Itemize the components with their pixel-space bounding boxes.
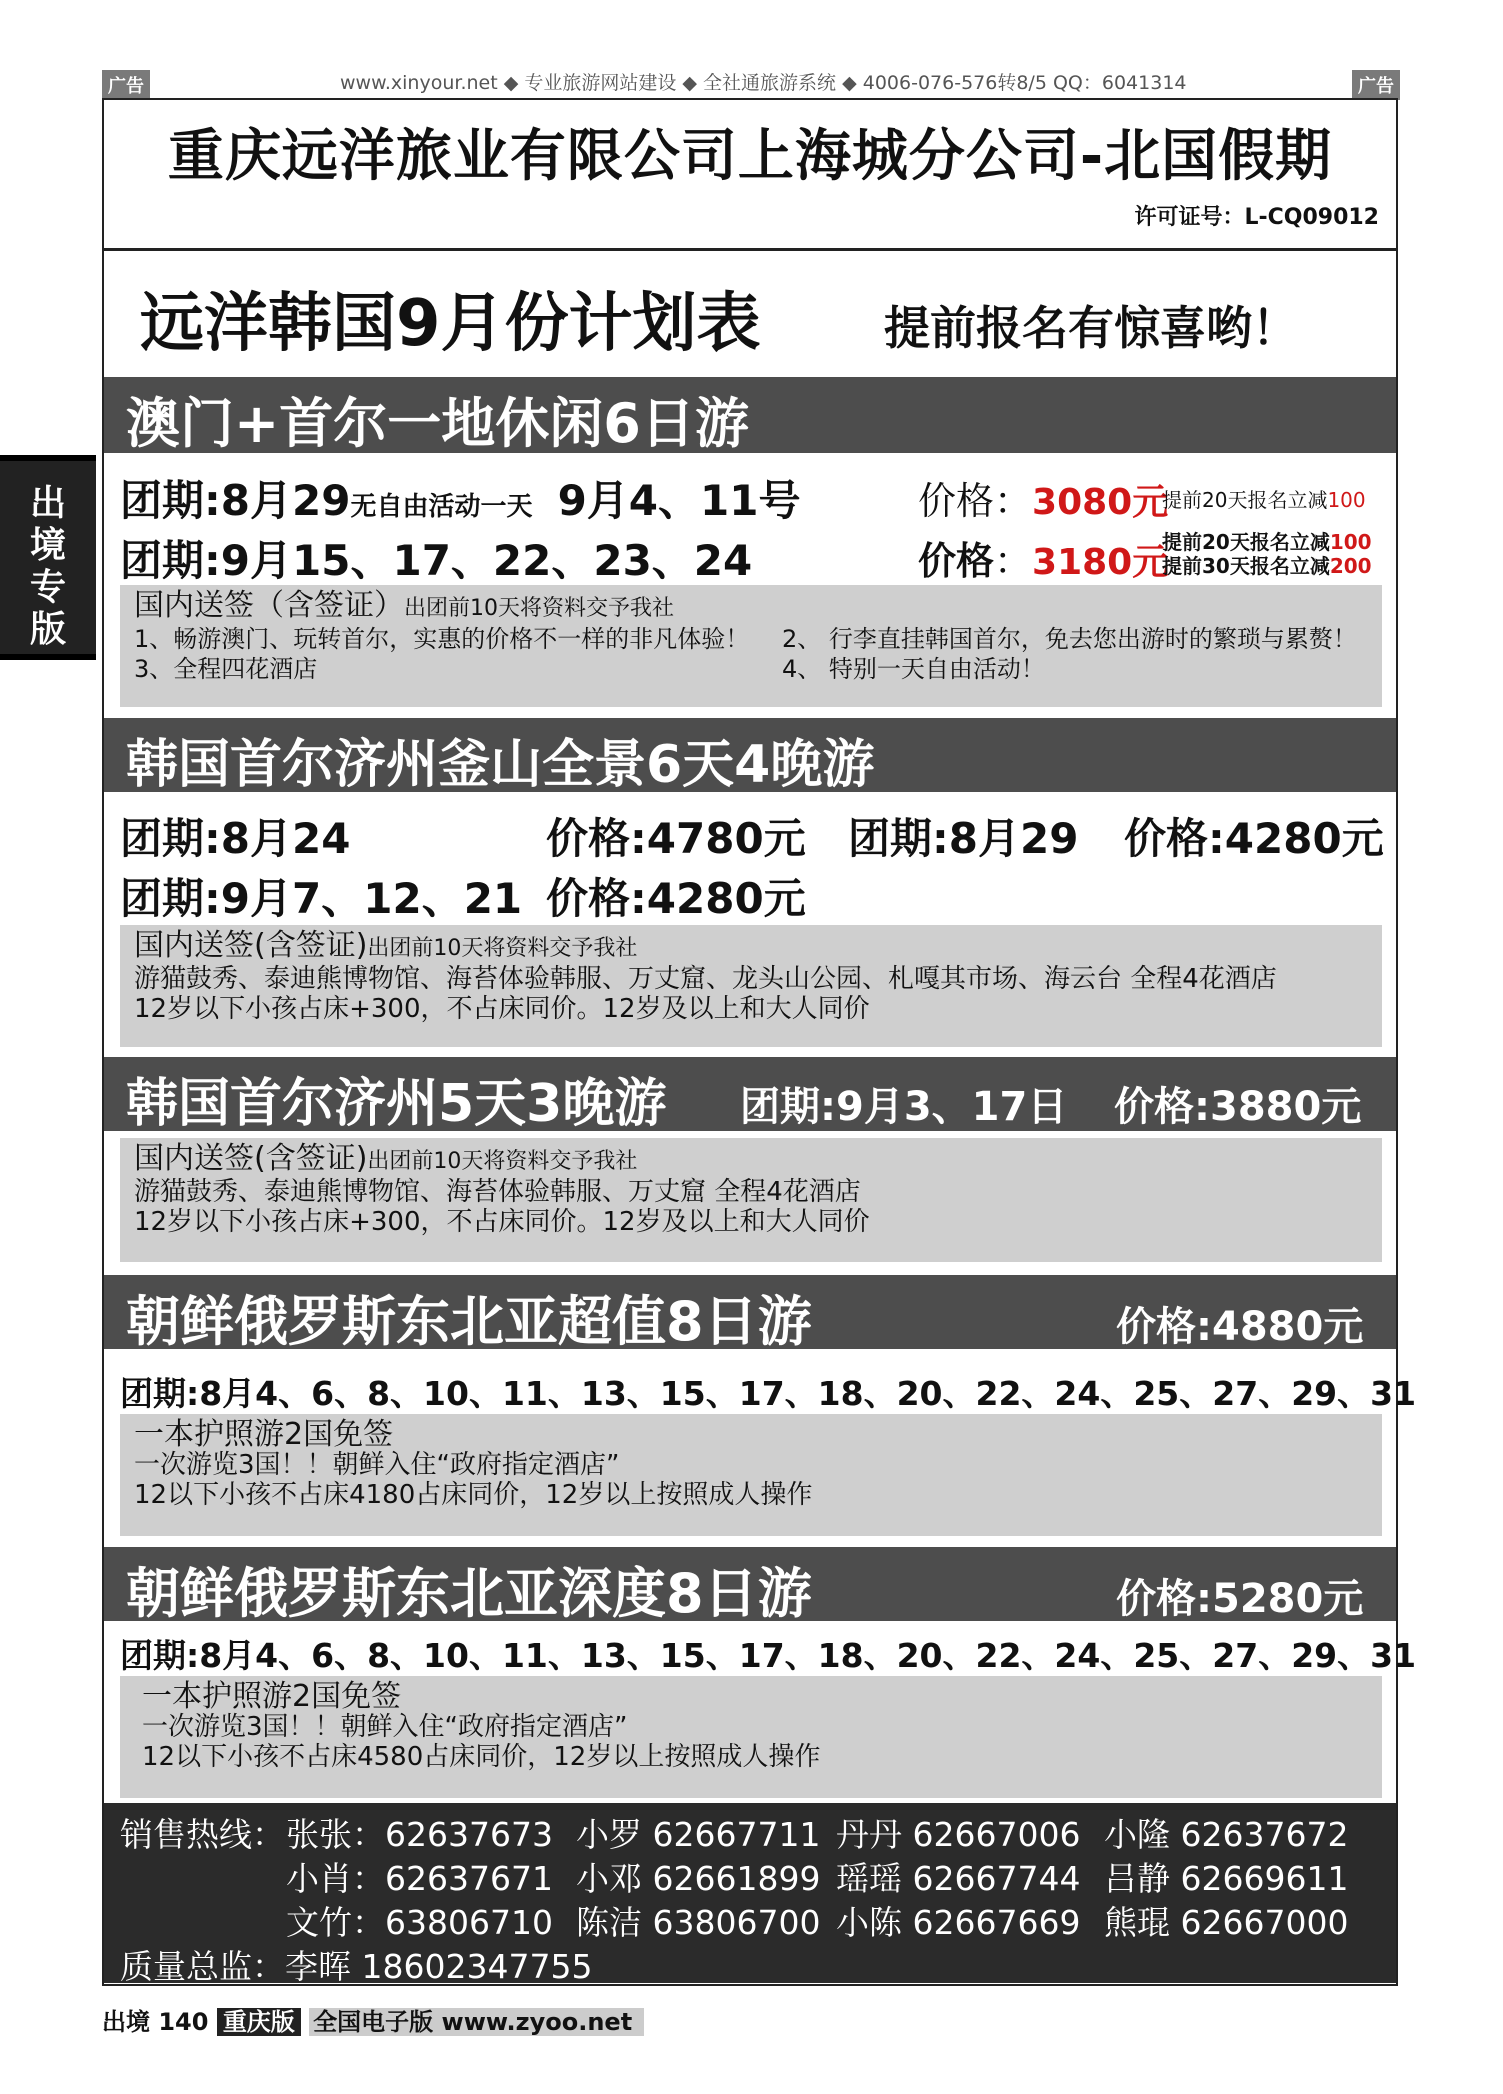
section-title: 澳门+首尔一地休闲6日游 <box>126 392 749 455</box>
section-title: 朝鲜俄罗斯东北亚超值8日游 <box>126 1290 812 1353</box>
visa-note: 出团前10天将资料交予我社 <box>404 596 674 621</box>
discount-text: 提前20天报名立减 <box>1162 488 1328 512</box>
info-box <box>120 585 1382 707</box>
price-label: 价格 <box>918 539 995 583</box>
section-bar <box>104 1275 1396 1353</box>
company-name: 重庆远洋旅业有限公司上海城分公司-北国假期 <box>167 124 1333 189</box>
detail-heading: 一本护照游2国免签 <box>142 1679 402 1714</box>
detail-line: 12以下小孩不占床4580占床同价，12岁以上按照成人操作 <box>142 1742 821 1772</box>
detail-heading: 一本护照游2国免签 <box>134 1417 394 1452</box>
tour-dates: 团期:8月29 <box>120 476 351 525</box>
info-box <box>120 925 1382 1047</box>
sidebar-char: 出 <box>29 483 66 524</box>
hotline-label: 销售热线： <box>120 1815 285 1854</box>
feature-item: 2、 行李直挂韩国首尔，免去您出游时的繁琐与累赘！ <box>782 625 1357 653</box>
contact-item: 小陈 62667669 <box>836 1903 1081 1942</box>
section-bar <box>104 377 1396 453</box>
discount-note <box>1162 484 1366 513</box>
detail-line: 游猫鼓秀、泰迪熊博物馆、海苔体验韩服、万丈窟 全程4花酒店 <box>134 1177 861 1207</box>
sidebar-char: 专 <box>29 567 66 608</box>
tour-price: 价格:4280元 <box>1124 814 1384 863</box>
detail-line: 12以下小孩不占床4180占床同价，12岁以上按照成人操作 <box>134 1480 813 1510</box>
contact-item: 文竹：63806710 <box>286 1903 553 1942</box>
feature-item: 4、 特别一天自由活动！ <box>782 655 1045 683</box>
section-bar <box>104 1547 1396 1625</box>
contact-item: 张张：62637673 <box>286 1815 553 1854</box>
website-link[interactable]: www.zyoo.net <box>441 2008 633 2036</box>
contact-item: 小邓 62661899 <box>576 1859 821 1898</box>
info-box <box>120 1138 1382 1262</box>
s1-row1 <box>120 468 800 528</box>
tour-dates: 团期:8月24 <box>120 814 351 863</box>
info-box <box>120 1676 1382 1798</box>
discount-amount: 100 <box>1329 530 1372 554</box>
tour-dates: 团期:9月7、12、21 <box>120 874 523 923</box>
feature-item: 3、全程四花酒店 <box>134 655 318 683</box>
discount-note <box>1162 530 1372 578</box>
page-number: 出境 140 <box>102 2008 209 2036</box>
edition-tag: 重庆版 <box>217 2008 301 2036</box>
contact-item: 小肖：62637671 <box>286 1859 553 1898</box>
section-bar <box>104 1057 1396 1134</box>
contact-item: 瑶瑶 62667744 <box>836 1859 1081 1898</box>
s1-price2: 价格：3180元 <box>918 539 1169 583</box>
tour-dates: 团期:9月15、17、22、23、24 <box>120 536 753 585</box>
tour-dates: 团期:8月4、6、8、10、11、13、15、17、18、20、22、24、25、27、29、31 <box>120 1374 1417 1413</box>
price-value: 3080元 <box>1032 482 1169 523</box>
detail-line: 一次游览3国！！朝鲜入住“政府指定酒店” <box>142 1712 628 1742</box>
discount-amount: 200 <box>1329 554 1372 578</box>
visa-label: 国内送签（含签证） <box>134 588 404 623</box>
hotline-panel <box>104 1803 1396 1986</box>
section-bar <box>104 718 1396 795</box>
ad-tag-right: 广告 <box>1352 70 1400 100</box>
visa-label: 国内送签(含签证) <box>134 1141 368 1176</box>
plan-title: 远洋韩国9月份计划表 <box>140 287 761 361</box>
contact-item: 吕静 62669611 <box>1104 1859 1349 1898</box>
tour-dates: 9月4、11号 <box>557 476 801 525</box>
tour-price: 价格:3880元 <box>1114 1084 1362 1130</box>
price-label: 价格 <box>918 479 995 523</box>
section-title: 韩国首尔济州5天3晚游 <box>126 1074 667 1134</box>
ad-tag-left: 广告 <box>102 70 150 100</box>
detail-line: 12岁以下小孩占床+300，不占床同价。12岁及以上和大人同价 <box>134 994 870 1024</box>
detail-line: 游猫鼓秀、泰迪熊博物馆、海苔体验韩服、万丈窟、龙头山公园、札嘎其市场、海云台 全程4花酒店 <box>134 964 1277 994</box>
license-number: 许可证号：L-CQ09012 <box>1134 205 1379 230</box>
contact-item: 陈洁 63806700 <box>576 1903 821 1942</box>
detail-line: 12岁以下小孩占床+300，不占床同价。12岁及以上和大人同价 <box>134 1207 870 1237</box>
visa-label: 国内送签(含签证) <box>134 928 368 963</box>
feature-item: 1、畅游澳门、玩转首尔，实惠的价格不一样的非凡体验！ <box>134 625 750 653</box>
contact-item: 小罗 62667711 <box>576 1815 821 1854</box>
sidebar-char: 版 <box>29 609 66 650</box>
detail-line: 一次游览3国！！朝鲜入住“政府指定酒店” <box>134 1450 620 1480</box>
visa-note: 出团前10天将资料交予我社 <box>367 1149 638 1174</box>
edition-name: 全国电子版 <box>313 2008 434 2036</box>
discount-amount: 100 <box>1327 488 1366 512</box>
discount-text: 提前30天报名立减 <box>1162 554 1330 578</box>
visa-note: 出团前10天将资料交予我社 <box>367 936 638 961</box>
quality-director: 质量总监：李晖 18602347755 <box>120 1947 593 1986</box>
tour-price: 价格:4780元 <box>546 814 806 863</box>
top-ad-line: www.xinyour.net ◆ 专业旅游网站建设 ◆ 全社通旅游系统 ◆ 4006-076-576转8/5 QQ：6041314 <box>340 72 1187 94</box>
s1-price1: 价格：3080元 <box>918 479 1169 523</box>
contact-item: 丹丹 62667006 <box>836 1815 1081 1854</box>
tour-price: 价格:4880元 <box>1116 1304 1364 1350</box>
discount-text: 提前20天报名立减 <box>1162 530 1330 554</box>
promo-text: 提前报名有惊喜哟！ <box>884 301 1298 355</box>
page-footer <box>102 2002 644 2037</box>
contact-item: 熊琨 62667000 <box>1104 1903 1349 1942</box>
section-title: 韩国首尔济州釜山全景6天4晚游 <box>126 735 875 795</box>
tour-dates: 团期:9月3、17日 <box>740 1084 1068 1130</box>
info-box <box>120 1414 1382 1536</box>
divider <box>102 248 1398 251</box>
price-value: 3180元 <box>1032 542 1169 583</box>
sidebar-char: 境 <box>29 525 66 566</box>
tour-price: 价格:4280元 <box>546 874 806 923</box>
tour-dates: 团期:8月29 <box>848 814 1079 863</box>
contact-item: 小隆 62637672 <box>1104 1815 1349 1854</box>
tour-price: 价格:5280元 <box>1116 1576 1364 1622</box>
sidebar-tab <box>0 455 96 660</box>
tour-note: 无自由活动一天 <box>350 492 533 522</box>
tour-dates: 团期:8月4、6、8、10、11、13、15、17、18、20、22、24、25、27、29、31 <box>120 1636 1417 1675</box>
section-title: 朝鲜俄罗斯东北亚深度8日游 <box>126 1562 812 1625</box>
